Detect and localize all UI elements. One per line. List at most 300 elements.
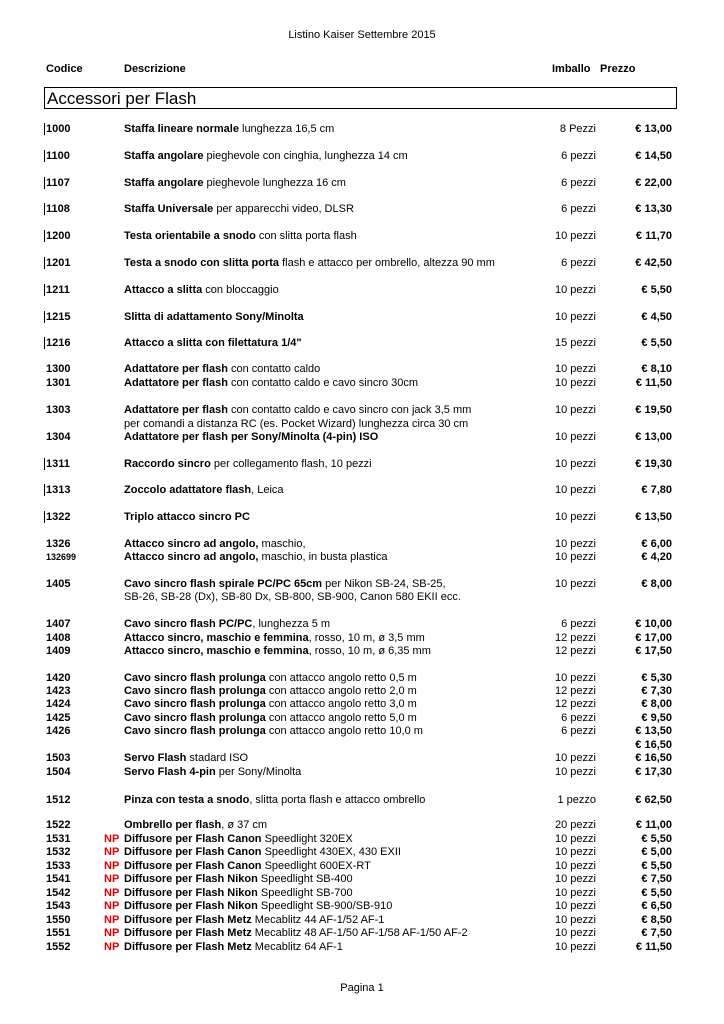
item-price: € 17,30 xyxy=(635,766,672,778)
cell-border-tick xyxy=(44,150,45,162)
item-name: Staffa Universale xyxy=(124,203,214,215)
item-details: con attacco angolo retto 0,5 m xyxy=(265,672,417,684)
item-pack: 10 pezzi xyxy=(555,511,596,523)
item-pack: 12 pezzi xyxy=(555,632,596,644)
item-code: 1405 xyxy=(46,578,71,590)
item-code: 1211 xyxy=(46,284,70,296)
item-details: , slitta porta flash e attacco ombrello xyxy=(249,794,426,806)
item-description xyxy=(124,765,301,779)
item-code: 1409 xyxy=(46,645,71,657)
item-details: con contatto caldo xyxy=(227,363,321,375)
item-pack: 20 pezzi xyxy=(555,819,596,831)
item-price: € 16,50 xyxy=(635,739,672,751)
item-code: 1107 xyxy=(46,177,70,189)
new-product-badge: NP xyxy=(104,873,120,885)
table-row xyxy=(0,256,724,270)
item-pack: 10 pezzi xyxy=(555,766,596,778)
item-description xyxy=(124,590,461,604)
item-name: Staffa angolare xyxy=(124,177,204,189)
item-price: € 17,00 xyxy=(635,632,672,644)
item-code: 1551 xyxy=(46,927,71,939)
section-title: Accessori per Flash xyxy=(47,89,197,108)
item-description xyxy=(124,336,302,350)
item-details: con attacco angolo retto 3,0 m xyxy=(265,698,417,710)
table-row xyxy=(0,631,724,645)
item-code: 1420 xyxy=(46,672,71,684)
item-details: Mecablitz 48 AF-1/50 AF-1/58 AF-1/50 AF-2 xyxy=(251,927,468,939)
item-name: Servo Flash xyxy=(124,752,187,764)
item-description xyxy=(124,818,267,832)
item-description xyxy=(124,913,384,927)
table-row xyxy=(0,751,724,765)
item-name: Adattatore per flash xyxy=(124,363,228,375)
item-price: € 10,00 xyxy=(635,618,672,630)
table-row xyxy=(0,738,724,752)
table-row xyxy=(0,362,724,376)
item-code: 1215 xyxy=(46,311,71,323)
column-header-pack: Imballo xyxy=(552,63,591,75)
table-row xyxy=(0,644,724,658)
item-description xyxy=(124,122,334,136)
item-pack: 15 pezzi xyxy=(555,337,596,349)
item-pack: 10 pezzi xyxy=(555,578,596,590)
item-name: Cavo sincro flash prolunga xyxy=(124,672,266,684)
cell-border-tick xyxy=(44,458,45,470)
column-header-description: Descrizione xyxy=(124,63,186,75)
column-header-price: Prezzo xyxy=(600,63,636,75)
table-row xyxy=(0,899,724,913)
item-price: € 5,30 xyxy=(641,672,672,684)
item-description xyxy=(124,644,431,658)
table-row xyxy=(0,376,724,390)
item-details: , lunghezza 5 m xyxy=(252,618,331,630)
table-row xyxy=(0,149,724,163)
item-pack: 12 pezzi xyxy=(555,685,596,697)
item-description xyxy=(124,362,320,376)
item-description xyxy=(124,310,304,324)
table-row xyxy=(0,202,724,216)
table-row xyxy=(0,872,724,886)
item-name: Diffusore per Flash Nikon xyxy=(124,900,258,912)
item-price: € 11,00 xyxy=(635,819,672,831)
item-price: € 7,50 xyxy=(641,927,672,939)
table-row xyxy=(0,283,724,297)
table-row xyxy=(0,913,724,927)
item-name: Diffusore per Flash Nikon xyxy=(124,887,258,899)
item-pack: 10 pezzi xyxy=(555,484,596,496)
item-description xyxy=(124,886,353,900)
item-code: 1216 xyxy=(46,337,71,349)
item-pack: 8 Pezzi xyxy=(559,123,596,135)
item-name: Attacco sincro ad angolo, xyxy=(124,538,259,550)
item-pack: 10 pezzi xyxy=(555,860,596,872)
item-name: Servo Flash 4-pin xyxy=(124,766,216,778)
item-details: per apparecchi video, DLSR xyxy=(213,203,354,215)
item-name: Triplo attacco sincro PC xyxy=(124,511,250,523)
item-details: , rosso, 10 m, ø 6,35 mm xyxy=(308,645,431,657)
item-pack: 10 pezzi xyxy=(555,672,596,684)
table-row xyxy=(0,577,724,591)
item-pack: 10 pezzi xyxy=(555,873,596,885)
item-description xyxy=(124,376,418,390)
item-details: pieghevole lunghezza 16 cm xyxy=(203,177,346,189)
item-details: con bloccaggio xyxy=(202,284,279,296)
section-header-box xyxy=(44,87,677,109)
item-description xyxy=(124,940,343,954)
item-price: € 11,70 xyxy=(635,230,672,242)
item-details: Speedlight SB-400 xyxy=(257,873,353,885)
item-name: Adattatore per flash xyxy=(124,404,228,416)
table-row xyxy=(0,537,724,551)
item-details: per comandi a distanza RC (es. Pocket Wizard) lunghezza circa 30 cm xyxy=(124,418,469,430)
item-price: € 8,00 xyxy=(641,578,672,590)
table-row xyxy=(0,417,724,431)
item-details: per Sony/Minolta xyxy=(215,766,302,778)
item-code: 1108 xyxy=(46,203,70,215)
item-description xyxy=(124,202,354,216)
item-price: € 7,50 xyxy=(641,873,672,885)
new-product-badge: NP xyxy=(104,860,120,872)
item-pack: 6 pezzi xyxy=(561,150,596,162)
item-description xyxy=(124,711,417,725)
item-details: con attacco angolo retto 5,0 m xyxy=(265,712,417,724)
item-pack: 6 pezzi xyxy=(561,712,596,724)
new-product-badge: NP xyxy=(104,914,120,926)
item-name: Cavo sincro flash spirale PC/PC 65cm xyxy=(124,578,323,590)
item-price: € 11,50 xyxy=(635,377,672,389)
item-description xyxy=(124,751,248,765)
item-price: € 19,30 xyxy=(635,458,672,470)
item-price: € 16,50 xyxy=(635,752,672,764)
item-code: 1201 xyxy=(46,257,71,269)
item-pack: 10 pezzi xyxy=(555,927,596,939)
cell-border-tick xyxy=(44,511,45,523)
item-description xyxy=(124,832,353,846)
item-description xyxy=(124,724,423,738)
item-description xyxy=(124,537,306,551)
item-name: Staffa lineare normale xyxy=(124,123,239,135)
item-pack: 10 pezzi xyxy=(555,311,596,323)
item-description xyxy=(124,149,408,163)
cell-border-tick xyxy=(44,284,45,296)
item-name: Diffusore per Flash Nikon xyxy=(124,873,258,885)
item-pack: 10 pezzi xyxy=(555,363,596,375)
table-row xyxy=(0,684,724,698)
item-code: 1313 xyxy=(46,484,71,496)
item-description xyxy=(124,859,371,873)
new-product-badge: NP xyxy=(104,941,120,953)
item-name: Diffusore per Flash Metz xyxy=(124,941,252,953)
item-price: € 5,00 xyxy=(641,846,672,858)
item-pack: 12 pezzi xyxy=(555,698,596,710)
page-title: Listino Kaiser Settembre 2015 xyxy=(288,29,436,41)
item-description xyxy=(124,631,425,645)
item-description xyxy=(124,671,417,685)
item-name: Staffa angolare xyxy=(124,150,204,162)
item-name: Cavo sincro flash prolunga xyxy=(124,725,266,737)
item-details: Speedlight SB-900/SB-910 xyxy=(257,900,393,912)
table-row xyxy=(0,403,724,417)
item-code: 1512 xyxy=(46,794,71,806)
item-code: 1304 xyxy=(46,431,71,443)
item-code: 1532 xyxy=(46,846,71,858)
item-description xyxy=(124,899,392,913)
item-pack: 10 pezzi xyxy=(555,914,596,926)
item-description xyxy=(124,283,279,297)
item-name: Pinza con testa a snodo xyxy=(124,794,250,806)
item-pack: 10 pezzi xyxy=(555,284,596,296)
item-description xyxy=(124,872,353,886)
item-name: Cavo sincro flash prolunga xyxy=(124,698,266,710)
item-pack: 6 pezzi xyxy=(561,203,596,215)
item-price: € 13,50 xyxy=(635,511,672,523)
item-description xyxy=(124,430,378,444)
cell-border-tick xyxy=(44,203,45,215)
item-code: 132699 xyxy=(46,552,77,562)
item-details: maschio, in busta plastica xyxy=(258,551,388,563)
item-name: Attacco sincro ad angolo, xyxy=(124,551,259,563)
item-details: maschio, xyxy=(258,538,306,550)
table-row xyxy=(0,859,724,873)
item-code: 1311 xyxy=(46,458,70,470)
item-name: Diffusore per Flash Canon xyxy=(124,846,262,858)
item-details: Mecablitz 64 AF-1 xyxy=(251,941,343,953)
item-price: € 42,50 xyxy=(635,257,672,269)
item-code: 1408 xyxy=(46,632,71,644)
item-price: € 19,50 xyxy=(635,404,672,416)
new-product-badge: NP xyxy=(104,900,120,912)
item-description xyxy=(124,176,346,190)
item-price: € 13,50 xyxy=(635,725,672,737)
item-name: Diffusore per Flash Metz xyxy=(124,927,252,939)
item-price: € 13,30 xyxy=(635,203,672,215)
item-details: con contatto caldo e cavo sincro 30cm xyxy=(227,377,419,389)
table-row xyxy=(0,671,724,685)
item-pack: 10 pezzi xyxy=(555,404,596,416)
item-description xyxy=(124,256,495,270)
table-row xyxy=(0,430,724,444)
cell-border-tick xyxy=(44,177,45,189)
item-name: Diffusore per Flash Metz xyxy=(124,914,252,926)
item-pack: 6 pezzi xyxy=(561,725,596,737)
item-name: Diffusore per Flash Canon xyxy=(124,833,262,845)
new-product-badge: NP xyxy=(104,927,120,939)
item-code: 1322 xyxy=(46,511,71,523)
table-row xyxy=(0,310,724,324)
item-description xyxy=(124,845,401,859)
item-details: lunghezza 16,5 cm xyxy=(238,123,335,135)
item-price: € 8,10 xyxy=(641,363,672,375)
item-details: con contatto caldo e cavo sincro con jack 3,5 mm xyxy=(227,404,472,416)
item-description xyxy=(124,793,425,807)
table-row xyxy=(0,483,724,497)
table-row xyxy=(0,590,724,604)
item-code: 1503 xyxy=(46,752,71,764)
item-name: Attacco a slitta xyxy=(124,284,203,296)
item-details: Speedlight 430EX, 430 EXII xyxy=(261,846,401,858)
item-price: € 13,00 xyxy=(635,431,672,443)
item-description xyxy=(124,926,468,940)
table-row xyxy=(0,926,724,940)
item-name: Testa orientabile a snodo xyxy=(124,230,256,242)
item-price: € 11,50 xyxy=(635,941,672,953)
item-details: , ø 37 cm xyxy=(221,819,268,831)
item-details: SB-26, SB-28 (Dx), SB-80 Dx, SB-800, SB-900, Canon 580 EKII ecc. xyxy=(124,591,461,603)
item-pack: 6 pezzi xyxy=(561,618,596,630)
item-price: € 6,00 xyxy=(641,538,672,550)
item-price: € 5,50 xyxy=(641,284,672,296)
item-details: Speedlight 320EX xyxy=(261,833,353,845)
cell-border-tick xyxy=(44,484,45,496)
column-header-code: Codice xyxy=(46,63,83,75)
item-details: per collegamento flash, 10 pezzi xyxy=(210,458,372,470)
item-name: Testa a snodo con slitta porta xyxy=(124,257,280,269)
item-pack: 10 pezzi xyxy=(555,833,596,845)
table-row xyxy=(0,724,724,738)
item-pack: 10 pezzi xyxy=(555,752,596,764)
item-description xyxy=(124,550,387,564)
item-code: 1533 xyxy=(46,860,71,872)
new-product-badge: NP xyxy=(104,833,120,845)
item-price: € 17,50 xyxy=(635,645,672,657)
item-price: € 8,00 xyxy=(641,698,672,710)
item-price: € 5,50 xyxy=(641,860,672,872)
item-price: € 9,50 xyxy=(641,712,672,724)
item-details: stadard ISO xyxy=(186,752,249,764)
item-code: 1423 xyxy=(46,685,71,697)
item-description xyxy=(124,457,372,471)
item-pack: 10 pezzi xyxy=(555,230,596,242)
item-code: 1522 xyxy=(46,819,71,831)
item-pack: 6 pezzi xyxy=(561,177,596,189)
table-row xyxy=(0,818,724,832)
item-name: Cavo sincro flash PC/PC xyxy=(124,618,253,630)
item-code: 1541 xyxy=(46,873,71,885)
item-pack: 10 pezzi xyxy=(555,846,596,858)
item-price: € 5,50 xyxy=(641,887,672,899)
table-row xyxy=(0,765,724,779)
table-row xyxy=(0,122,724,136)
table-row xyxy=(0,617,724,631)
item-price: € 7,30 xyxy=(641,685,672,697)
item-name: Ombrello per flash xyxy=(124,819,222,831)
item-code: 1303 xyxy=(46,404,71,416)
item-code: 1543 xyxy=(46,900,71,912)
item-code: 1000 xyxy=(46,123,71,135)
item-description xyxy=(124,229,357,243)
item-name: Raccordo sincro xyxy=(124,458,211,470)
item-price: € 62,50 xyxy=(635,794,672,806)
item-code: 1424 xyxy=(46,698,71,710)
item-code: 1504 xyxy=(46,766,71,778)
item-price: € 14,50 xyxy=(635,150,672,162)
item-code: 1300 xyxy=(46,363,71,375)
table-row xyxy=(0,845,724,859)
item-pack: 10 pezzi xyxy=(555,431,596,443)
cell-border-tick xyxy=(44,123,45,135)
table-row xyxy=(0,336,724,350)
item-price: € 8,50 xyxy=(641,914,672,926)
new-product-badge: NP xyxy=(104,846,120,858)
item-name: Slitta di adattamento Sony/Minolta xyxy=(124,311,304,323)
item-code: 1542 xyxy=(46,887,71,899)
item-code: 1326 xyxy=(46,538,71,550)
table-row xyxy=(0,832,724,846)
cell-border-tick xyxy=(44,311,45,323)
item-details: , rosso, 10 m, ø 3,5 mm xyxy=(308,632,425,644)
table-row xyxy=(0,711,724,725)
table-row xyxy=(0,793,724,807)
table-row xyxy=(0,510,724,524)
item-details: per Nikon SB-24, SB-25, xyxy=(322,578,446,590)
item-name: Attacco a slitta con filettatura 1/4" xyxy=(124,337,302,349)
item-pack: 10 pezzi xyxy=(555,377,596,389)
item-description xyxy=(124,403,471,417)
item-name: Zoccolo adattatore flash xyxy=(124,484,252,496)
item-description xyxy=(124,417,468,431)
item-code: 1200 xyxy=(46,230,71,242)
item-price: € 5,50 xyxy=(641,833,672,845)
item-code: 1301 xyxy=(46,377,71,389)
item-pack: 10 pezzi xyxy=(555,941,596,953)
item-pack: 10 pezzi xyxy=(555,458,596,470)
item-price: € 4,50 xyxy=(641,311,672,323)
item-pack: 10 pezzi xyxy=(555,887,596,899)
item-details: con slitta porta flash xyxy=(255,230,357,242)
item-pack: 6 pezzi xyxy=(561,257,596,269)
item-details: Mecablitz 44 AF-1/52 AF-1 xyxy=(251,914,385,926)
table-row xyxy=(0,229,724,243)
item-details: , Leica xyxy=(251,484,284,496)
item-pack: 10 pezzi xyxy=(555,538,596,550)
item-price: € 4,20 xyxy=(641,551,672,563)
page-number: Pagina 1 xyxy=(340,982,384,994)
item-price: € 7,80 xyxy=(641,484,672,496)
item-description xyxy=(124,483,284,497)
item-name: Attacco sincro, maschio e femmina xyxy=(124,632,309,644)
item-code: 1100 xyxy=(46,150,70,162)
cell-border-tick xyxy=(44,230,45,242)
table-row xyxy=(0,697,724,711)
table-row xyxy=(0,550,724,564)
new-product-badge: NP xyxy=(104,887,120,899)
item-name: Adattatore per flash per Sony/Minolta (4-pin) ISO xyxy=(124,431,379,443)
item-details: Speedlight 600EX-RT xyxy=(261,860,371,872)
table-row xyxy=(0,940,724,954)
item-code: 1550 xyxy=(46,914,71,926)
item-pack: 12 pezzi xyxy=(555,645,596,657)
cell-border-tick xyxy=(44,257,45,269)
item-pack: 10 pezzi xyxy=(555,551,596,563)
item-price: € 5,50 xyxy=(641,337,672,349)
item-name: Cavo sincro flash prolunga xyxy=(124,685,266,697)
item-description xyxy=(124,697,417,711)
table-row xyxy=(0,886,724,900)
table-row xyxy=(0,176,724,190)
item-details: Speedlight SB-700 xyxy=(257,887,353,899)
item-details: pieghevole con cinghia, lunghezza 14 cm xyxy=(203,150,408,162)
item-name: Attacco sincro, maschio e femmina xyxy=(124,645,309,657)
item-description xyxy=(124,617,330,631)
item-details: con attacco angolo retto 10,0 m xyxy=(265,725,423,737)
item-price: € 13,00 xyxy=(635,123,672,135)
item-name: Adattatore per flash xyxy=(124,377,228,389)
item-code: 1407 xyxy=(46,618,71,630)
item-code: 1425 xyxy=(46,712,71,724)
item-pack: 1 pezzo xyxy=(557,794,596,806)
item-name: Diffusore per Flash Canon xyxy=(124,860,262,872)
item-price: € 22,00 xyxy=(635,177,672,189)
